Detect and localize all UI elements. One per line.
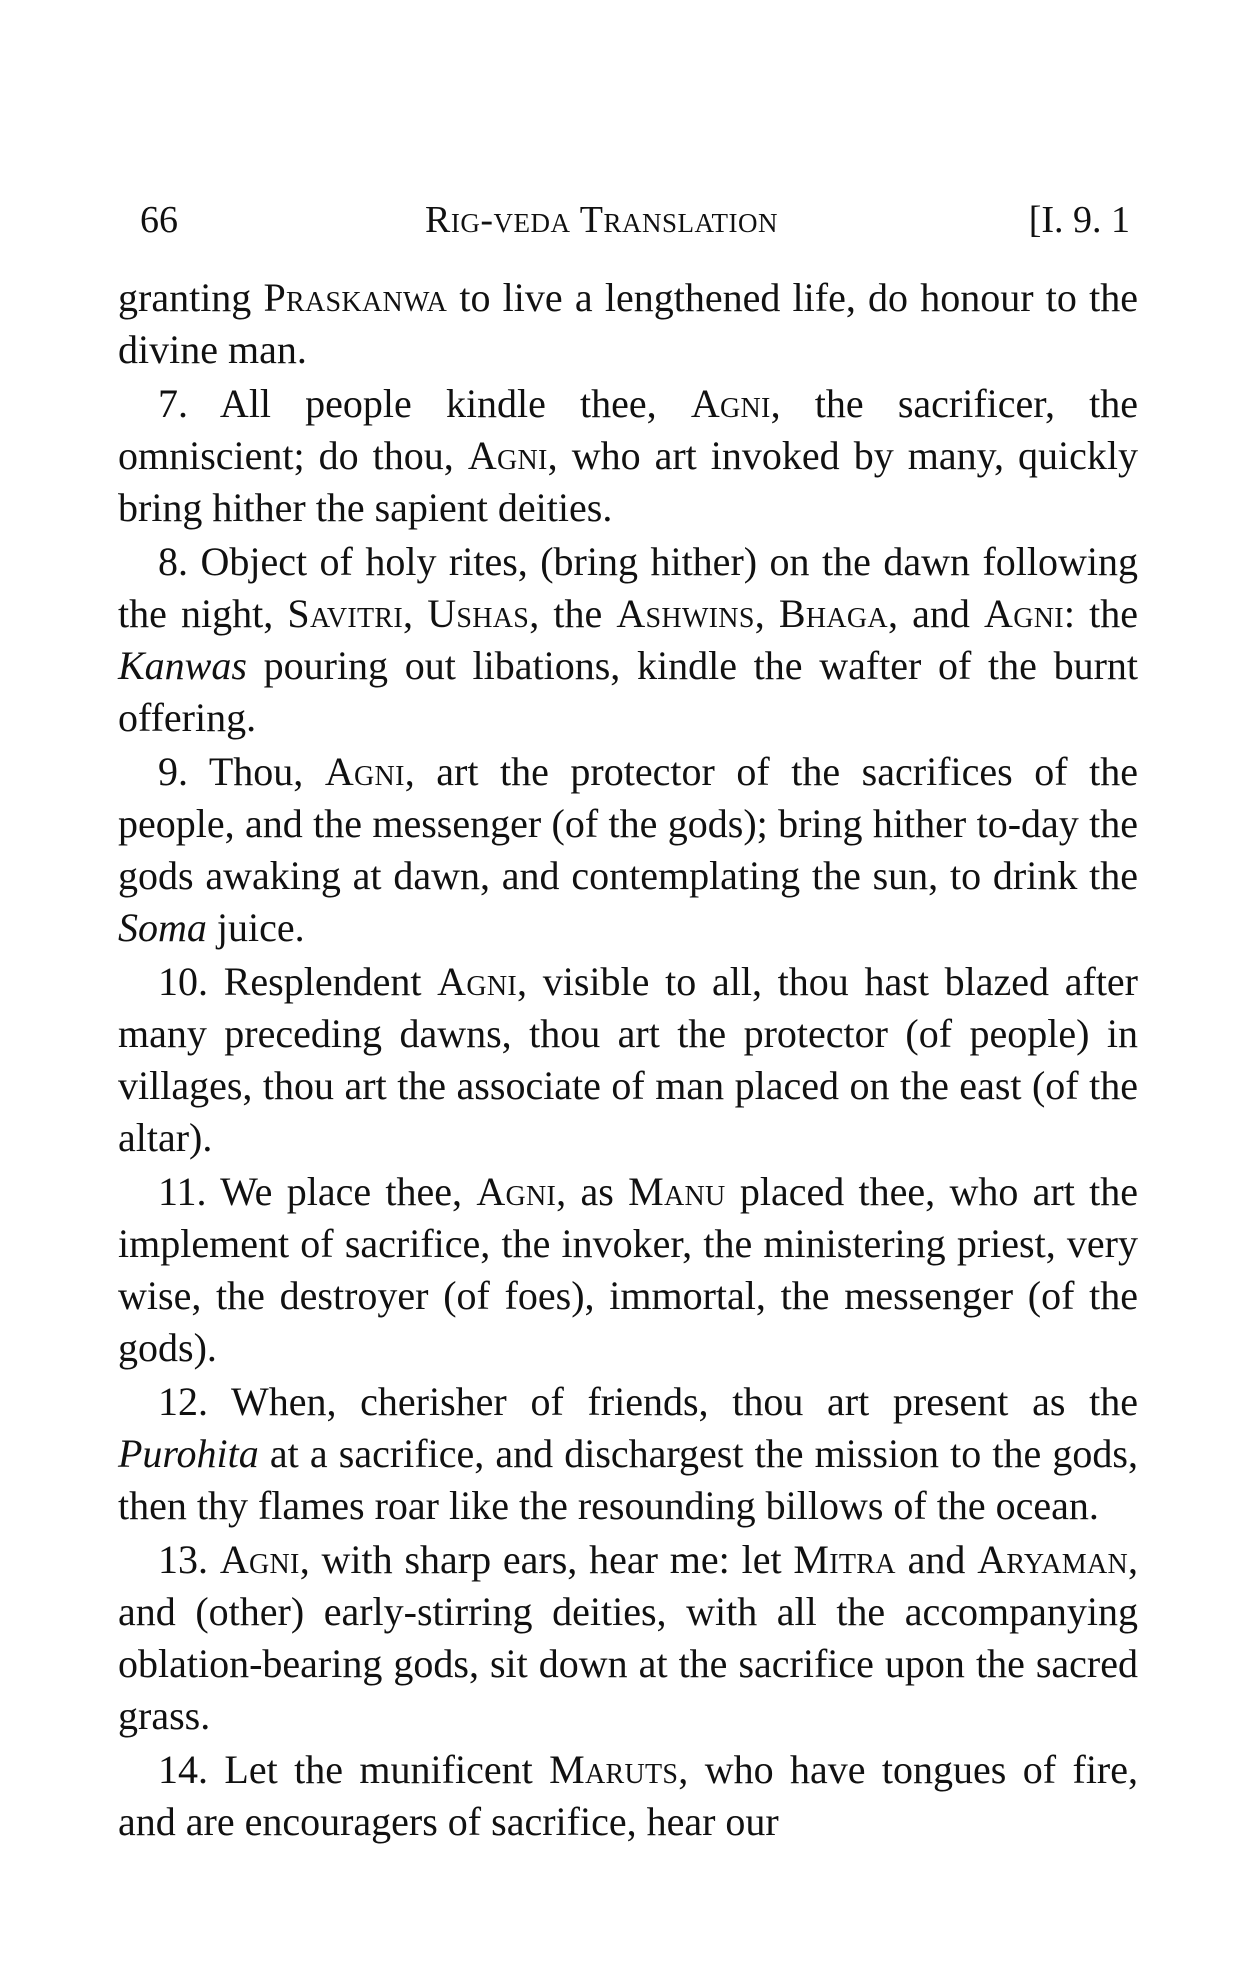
proper-name: Savitri [287,591,404,636]
text-run: Object of holy rites, (bring hither) on the dawn following the night, [118,539,1138,636]
text-run: juice. [206,905,305,950]
section-reference: [I. 9. 1 [1028,199,1130,241]
proper-name: Ashwins [616,591,755,636]
text-run: , and (other) early-stirring deities, with all the accompanying oblation-bearing gods, sit down at the sacrifice upon the sacred grass. [118,1537,1138,1738]
proper-name: Maruts [549,1747,679,1792]
text-run: to live a lengthened life, do honour to the divine man. [118,275,1138,372]
proper-name: Aryaman [977,1537,1128,1582]
text-run: , as [556,1169,629,1214]
text-run: : the [1063,591,1139,636]
text-run: We place thee, [206,1169,477,1214]
text-run: Thou, [188,749,325,794]
verse-paragraph [118,1376,1138,1532]
proper-name: Manu [628,1169,726,1214]
verse-paragraph [118,1744,1138,1848]
verse-number: 14. [158,1747,208,1792]
text-run: at a sacrifice, and dischargest the mission to the gods, then thy flames roar like the resounding billows of the ocean. [118,1431,1138,1528]
text-run: placed thee, who art the implement of sacrifice, the invoker, the ministering priest, very wise, the destroyer (of foes), immortal, the messenger (of the gods). [118,1169,1139,1370]
running-title: Rig-veda Translation [425,199,779,241]
running-head [140,190,1130,250]
text-run: Resplendent [208,959,438,1004]
verse-paragraph [118,1534,1138,1742]
text-run: , [403,591,428,636]
proper-name: Agni [476,1169,557,1214]
text-run: , the sacrificer, the omniscient; do thou, [118,381,1138,478]
text-run: All people kindle thee, [188,381,691,426]
proper-name: Praskanwa [263,275,448,320]
text-run: , art the protector of the sacrifices of the people, and the messenger (of the gods); bring hither to-day the gods awaking at dawn, and contemplating the sun, to drink the [118,749,1138,898]
verse-number: 12. [158,1379,208,1424]
page-number: 66 [140,199,178,241]
text-run: , visible to all, thou hast blazed after many preceding dawns, thou art the protector (of people) in villages, thou art the associate of man placed on the east (of the altar). [118,959,1138,1160]
italic-term: Purohita [118,1431,259,1476]
italic-term: Kanwas [118,643,247,688]
text-run: and [895,1537,978,1582]
proper-name: Agni [324,749,405,794]
text-run: , and [887,591,985,636]
verse-number: 10. [158,959,208,1004]
proper-name: Mitra [793,1537,896,1582]
text-run: , [754,591,779,636]
verse-paragraph [118,378,1138,534]
proper-name: Agni [219,1537,300,1582]
verse-number: 11. [158,1169,207,1214]
verse-number: 7. [158,381,188,426]
italic-term: Soma [118,905,207,950]
text-run: When, cherisher of friends, thou art present as the [208,1379,1138,1424]
text-run: pouring out libations, kindle the wafter of the burnt offering. [118,643,1138,740]
text-run: , who have tongues of fire, and are encouragers of sacrifice, hear our [118,1747,1139,1844]
verse-number: 9. [158,749,188,794]
text-run: granting [118,275,264,320]
text-run: , the [529,591,617,636]
verse-paragraph [118,1166,1138,1374]
text-run: Let the munificent [208,1747,550,1792]
proper-name: Agni [984,591,1064,636]
proper-name: Agni [437,959,518,1004]
verse-paragraph [118,956,1138,1164]
verse-paragraph [118,746,1138,954]
verse-paragraph [118,536,1138,744]
verse-number: 13. [158,1537,208,1582]
body-text [118,272,1138,1850]
proper-name: Ushas [427,591,530,636]
continuation-paragraph [118,272,1138,376]
text-run: , who art invoked by many, quickly bring hither the sapient deities. [118,433,1138,530]
text-run: , with sharp ears, hear me: let [299,1537,794,1582]
proper-name: Agni [467,433,548,478]
proper-name: Bhaga [778,591,888,636]
verse-number: 8. [158,539,188,584]
text-run [208,1537,220,1582]
proper-name: Agni [690,381,771,426]
